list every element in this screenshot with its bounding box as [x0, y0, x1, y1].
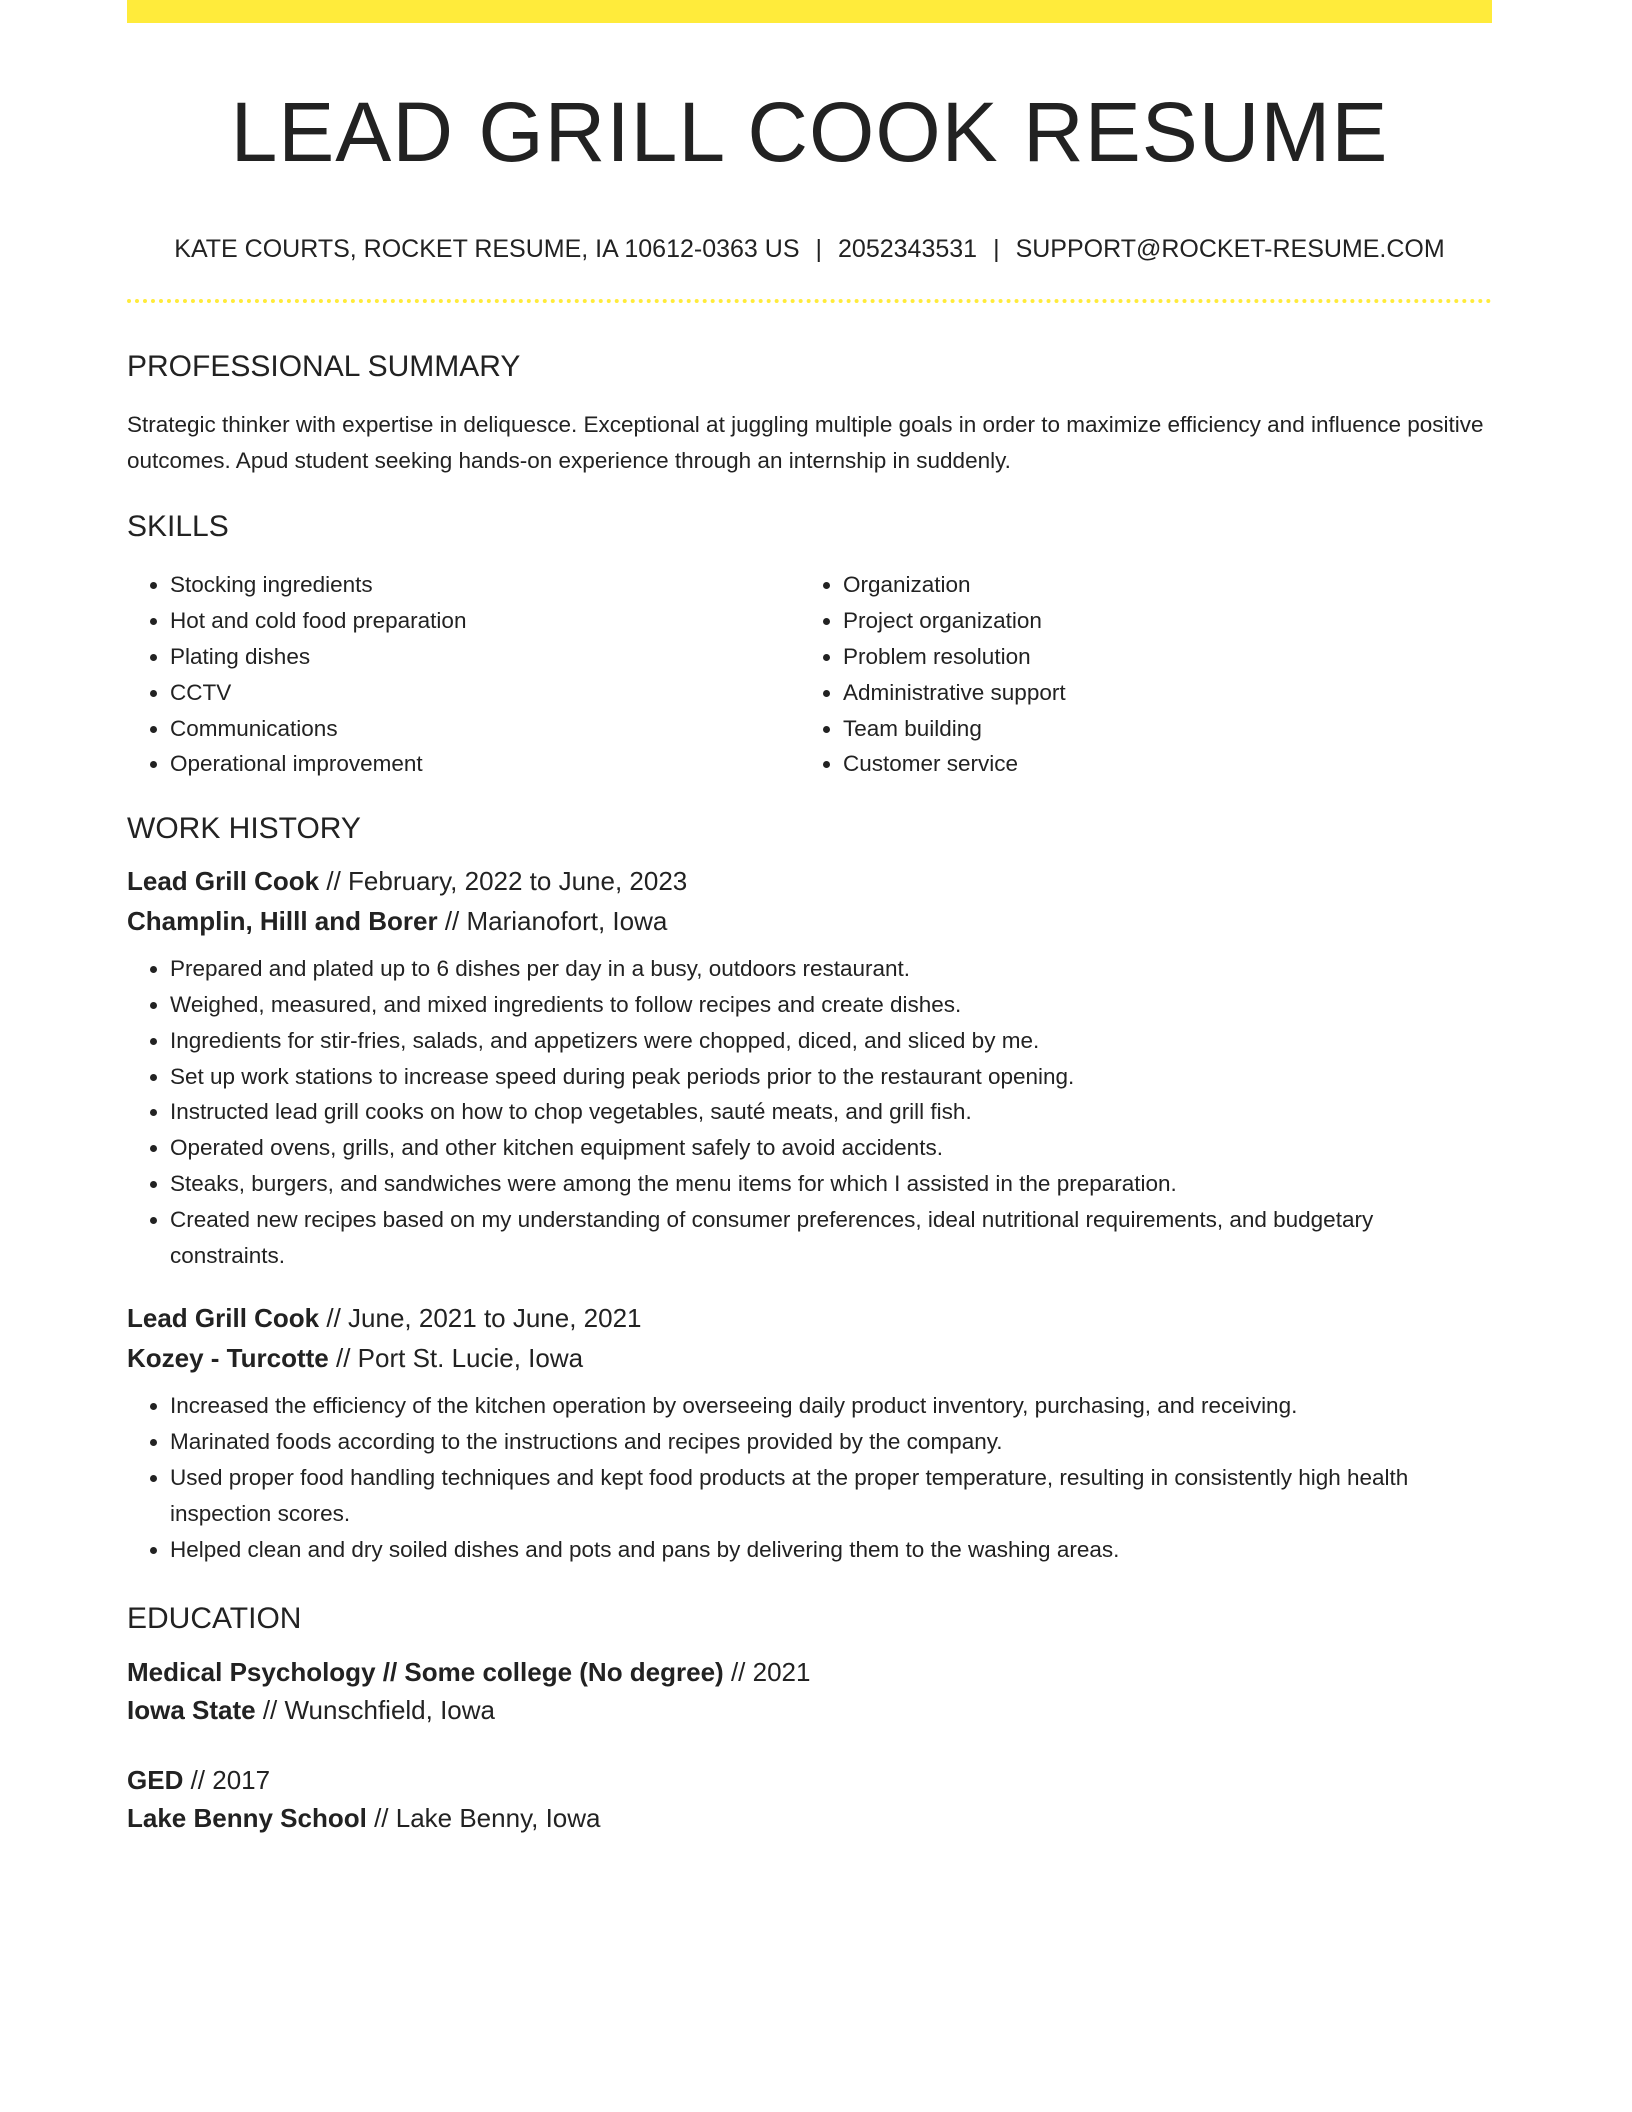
- job-company: Kozey - Turcotte: [127, 1343, 329, 1374]
- skills-column-left: [127, 567, 800, 782]
- skill-item: • Organization: [843, 567, 1473, 603]
- skill-item: • Project organization: [843, 603, 1473, 639]
- contact-separator: |: [815, 235, 823, 264]
- education-degree-line: [127, 1761, 1492, 1799]
- summary-text: Strategic thinker with expertise in deliquesce. Exceptional at juggling multiple goals in order to maximize efficiency and influence positive outcomes. Apud student seeking hands-on experience through an internship in suddenly.: [127, 412, 1484, 474]
- job-title-line: [127, 1298, 1492, 1338]
- job-bullet: • Steaks, burgers, and sandwiches were among the menu items for which I assisted in the preparation.: [170, 1166, 1492, 1202]
- education-school-line: [127, 1799, 1492, 1837]
- skill-item: • Plating dishes: [170, 639, 800, 675]
- skills-column-right: [800, 567, 1473, 782]
- job-bullet: • Helped clean and dry soiled dishes and pots and pans by delivering them to the washing areas.: [170, 1532, 1492, 1568]
- education-degree: Medical Psychology // Some college (No degree): [127, 1657, 724, 1688]
- skill-item: • Team building: [843, 711, 1473, 747]
- summary-heading: PROFESSIONAL SUMMARY: [127, 350, 521, 384]
- education-entry: [127, 1761, 1492, 1837]
- work-history-heading: WORK HISTORY: [127, 812, 361, 846]
- contact-line: [127, 234, 1492, 264]
- job-bullet: • Operated ovens, grills, and other kitchen equipment safely to avoid accidents.: [170, 1130, 1492, 1166]
- skills-list: [127, 567, 1492, 782]
- job-bullet: • Set up work stations to increase speed during peak periods prior to the restaurant opening.: [170, 1059, 1492, 1095]
- job-bullet: • Instructed lead grill cooks on how to chop vegetables, sauté meats, and grill fish.: [170, 1094, 1492, 1130]
- job-bullet: • Increased the efficiency of the kitchen operation by overseeing daily product inventory, purchasing, and receiving.: [170, 1388, 1492, 1424]
- skill-item: • Problem resolution: [843, 639, 1473, 675]
- dotted-divider: [127, 299, 1492, 303]
- job-title: Lead Grill Cook: [127, 1303, 320, 1334]
- job-title: Lead Grill Cook: [127, 866, 320, 897]
- education-heading: EDUCATION: [127, 1602, 302, 1636]
- job-location: // Marianofort, Iowa: [437, 906, 668, 937]
- job-dates: // June, 2021 to June, 2021: [319, 1303, 642, 1334]
- skill-item: • Operational improvement: [170, 746, 800, 782]
- education-year: // 2017: [183, 1765, 271, 1796]
- job-title-line: [127, 861, 1492, 901]
- job-bullet: • Marinated foods according to the instructions and recipes provided by the company.: [170, 1424, 1492, 1460]
- job-company-line: [127, 901, 1492, 941]
- resume-page: [127, 0, 1492, 1837]
- education-school-line: [127, 1691, 1492, 1729]
- resume-title: LEAD GRILL COOK RESUME: [230, 85, 1389, 179]
- skill-item: • Hot and cold food preparation: [170, 603, 800, 639]
- contact-address: KATE COURTS, ROCKET RESUME, IA 10612-0363 US: [174, 235, 800, 264]
- education-entry: [127, 1653, 1492, 1729]
- education-degree-line: [127, 1653, 1492, 1691]
- job-bullet: • Used proper food handling techniques and kept food products at the proper temperature, resulting in consistently high health inspection scores.: [170, 1460, 1492, 1532]
- education-school: Lake Benny School: [127, 1803, 367, 1834]
- education-school: Iowa State: [127, 1695, 256, 1726]
- skill-item: • Stocking ingredients: [170, 567, 800, 603]
- contact-separator: |: [993, 235, 1000, 264]
- education-degree: GED: [127, 1765, 184, 1796]
- job-bullets: [127, 951, 1492, 1273]
- contact-email: SUPPORT@ROCKET-RESUME.COM: [1015, 235, 1445, 264]
- skill-item: • CCTV: [170, 675, 800, 711]
- skill-item: • Administrative support: [843, 675, 1473, 711]
- accent-top-bar: [127, 0, 1492, 23]
- job-bullets: [127, 1388, 1492, 1567]
- job-bullet: • Ingredients for stir-fries, salads, and appetizers were chopped, diced, and sliced by me.: [170, 1023, 1492, 1059]
- education-location: // Lake Benny, Iowa: [366, 1803, 601, 1834]
- job-company: Champlin, Hilll and Borer: [127, 906, 438, 937]
- education-year: // 2021: [723, 1657, 811, 1688]
- contact-phone: 2052343531: [838, 235, 978, 264]
- education-location: // Wunschfield, Iowa: [255, 1695, 496, 1726]
- skills-heading: SKILLS: [127, 510, 229, 544]
- job-dates: // February, 2022 to June, 2023: [319, 866, 688, 897]
- job-bullet: • Created new recipes based on my understanding of consumer preferences, ideal nutritional requirements, and budgetary constraints.: [170, 1202, 1492, 1274]
- skill-item: • Customer service: [843, 746, 1473, 782]
- job-bullet: • Prepared and plated up to 6 dishes per day in a busy, outdoors restaurant.: [170, 951, 1492, 987]
- job-entry: [127, 861, 1492, 1273]
- job-location: // Port St. Lucie, Iowa: [328, 1343, 584, 1374]
- job-bullet: • Weighed, measured, and mixed ingredients to follow recipes and create dishes.: [170, 987, 1492, 1023]
- skill-item: • Communications: [170, 711, 800, 747]
- job-company-line: [127, 1338, 1492, 1378]
- job-entry: [127, 1298, 1492, 1567]
